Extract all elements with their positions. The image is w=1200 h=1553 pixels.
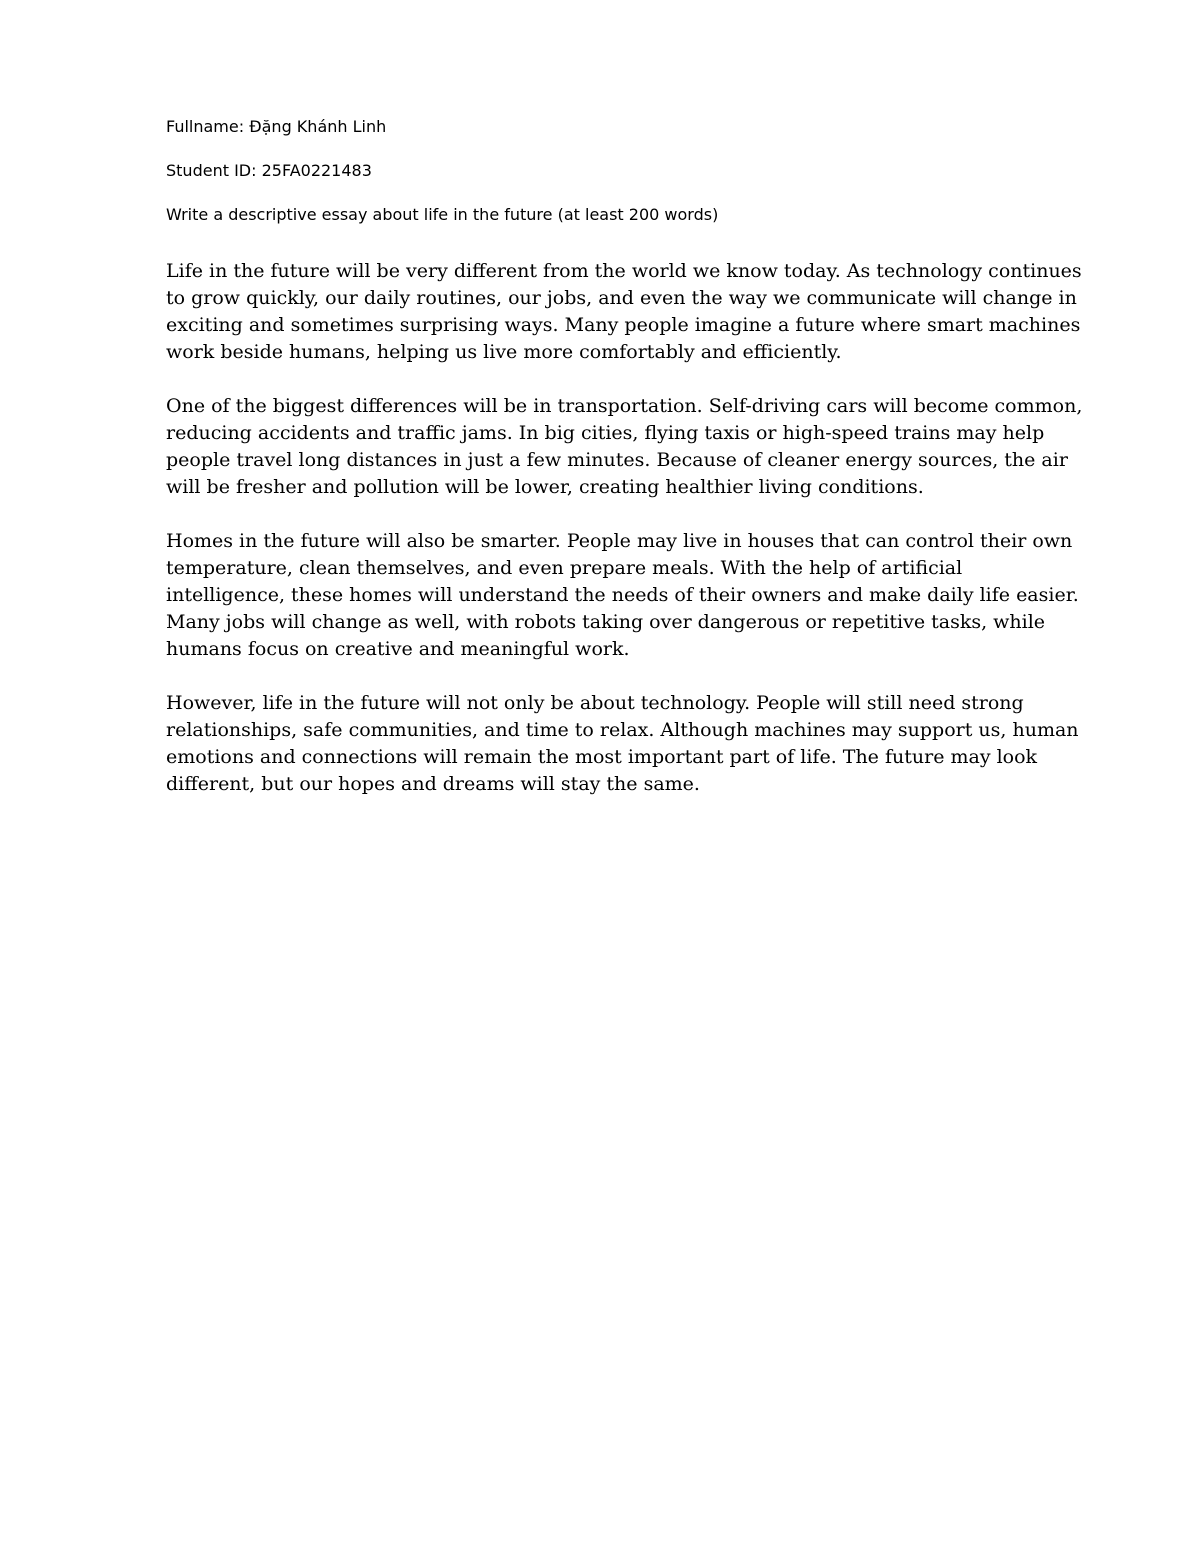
essay-paragraph: One of the biggest differences will be in transportation. Self-driving cars will become common, reducing accidents and traffic jams. In big cities, flying taxis or high-speed trains may help people travel long distances in just a few minutes. Because of cleaner energy sources, the air will be fresher and pollution will be lower, creating healthier living conditions. xyxy=(166,395,1083,498)
essay-body xyxy=(166,258,1086,825)
fullname-label: Fullname: xyxy=(166,117,250,136)
fullname-value: Đặng Khánh Linh xyxy=(249,117,387,136)
essay-paragraph: Life in the future will be very different from the world we know today. As technology continues to grow quickly, our daily routines, our jobs, and even the way we communicate will change in exciting and sometimes surprising ways. Many people imagine a future where smart machines work beside humans, helping us live more comfortably and efficiently. xyxy=(166,260,1082,363)
essay-paragraph: However, life in the future will not only be about technology. People will still need strong relationships, safe communities, and time to relax. Although machines may support us, human emotions and connections will remain the most important part of life. The future may look different, but our hopes and dreams will stay the same. xyxy=(166,692,1079,795)
essay-prompt: Write a descriptive essay about life in the future (at least 200 words) xyxy=(166,205,719,224)
essay-paragraph: Homes in the future will also be smarter. People may live in houses that can control their own temperature, clean themselves, and even prepare meals. With the help of artificial intelligence, these homes will understand the needs of their owners and make daily life easier. Many jobs will change as well, with robots taking over dangerous or repetitive tasks, while humans focus on creative and meaningful work. xyxy=(166,530,1079,660)
student-id-label: Student ID: xyxy=(166,161,262,180)
fullname-line xyxy=(166,117,386,137)
student-id-line xyxy=(166,161,372,181)
student-id-value: 25FA0221483 xyxy=(261,161,372,180)
